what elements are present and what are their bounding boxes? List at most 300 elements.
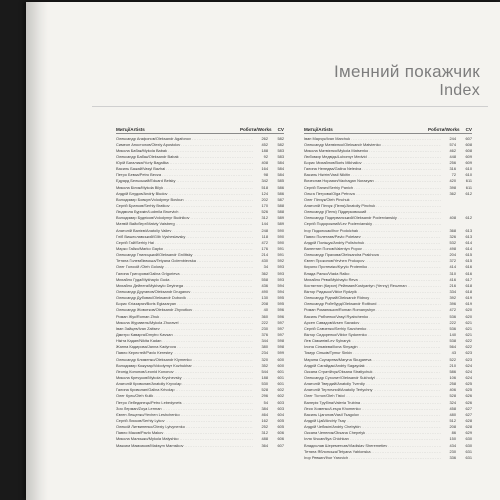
artist-name: Олександр (Пеня) Піддерковський	[304, 209, 367, 215]
works-page: 544	[261, 368, 268, 374]
works-page: 98	[263, 172, 268, 178]
works-page: 464	[261, 411, 268, 417]
works-page: 436	[261, 282, 268, 288]
cv-page: 597	[277, 332, 284, 337]
artist-name: Дмитро Каварга/Dmytro Kavsan	[116, 332, 173, 337]
artist-name: Андрій Поліщук/Andriy Polishchuk	[304, 239, 365, 245]
artist-name: Віктор Ридзько/Viktor Rydzyik	[304, 289, 357, 295]
cv-page: 598	[277, 338, 284, 344]
works-page: 222	[261, 319, 268, 325]
header-rule	[92, 106, 488, 107]
works-page: 380	[261, 344, 268, 350]
cv-page: 609	[465, 160, 472, 166]
works-page: 230	[449, 448, 456, 454]
artist-name: Михайло Гуда/Mykhaylo Guda	[116, 276, 170, 282]
artist-name: Леся Хоменко/Lesya Khomenko	[304, 405, 361, 411]
works-page: 414	[449, 264, 456, 270]
artist-name: Олександр Гнилицький/Oleksandr Gnilitsky	[116, 252, 193, 258]
works-page: 312	[261, 215, 268, 221]
cv-page: 619	[465, 295, 472, 301]
works-page: 362	[449, 190, 456, 196]
cv-page: 620	[465, 313, 472, 319]
works-page: 202	[261, 196, 268, 202]
artist-name: Микола Матвієнко/Mykola Matsenko	[304, 147, 369, 153]
cv-page: 605	[277, 417, 284, 423]
cv-page: 613	[465, 233, 472, 239]
column-header-right	[304, 127, 472, 134]
cv-page: 596	[277, 307, 284, 313]
works-page: 522	[449, 356, 456, 362]
artist-name: Андрій Блудов/Andriy Bludov	[116, 190, 168, 196]
artist-name: Андрій Сагайдак/Andriy Sagaydak	[304, 362, 365, 368]
works-page: 106	[449, 374, 456, 380]
cv-page: 594	[277, 282, 284, 288]
cv-page: 609	[465, 153, 472, 159]
works-page: 316	[449, 166, 456, 172]
index-column-right	[304, 127, 472, 461]
works-page: 392	[449, 295, 456, 301]
artist-name: Василь Рябченко/Vasyl Ryabchenko	[304, 313, 369, 319]
cv-header: CV	[465, 127, 472, 132]
works-page: 34	[263, 264, 268, 270]
works-page: 490	[261, 289, 268, 295]
works-page: 364	[261, 442, 268, 448]
artist-name: Микола Білик/Mykola Bilyk	[116, 184, 164, 190]
cv-page: 612	[465, 215, 472, 221]
works-page: 188	[261, 147, 268, 153]
works-header: Роботи/Works	[428, 127, 460, 132]
works-page: 336	[449, 454, 456, 460]
cv-page: 589	[277, 221, 284, 227]
artist-name: Тетяна Яблонська/Tetyana Yablonska	[304, 448, 371, 454]
book-page	[26, 2, 500, 500]
cv-page: 620	[465, 307, 472, 313]
cv-page: 588	[277, 209, 284, 215]
artist-name: Галина Криволап/Galina Krivolap	[116, 387, 175, 393]
cv-page: 582	[277, 141, 284, 147]
works-page: 344	[261, 338, 268, 344]
artist-name: Олександр Бабак/Oleksandr Babak	[116, 153, 179, 159]
works-page: 118	[261, 233, 268, 239]
works-page: 326	[449, 233, 456, 239]
cv-page: 582	[277, 135, 284, 141]
artist-name: Павло Маков/Pavlo Makov	[116, 430, 164, 436]
works-page: 452	[261, 141, 268, 147]
artist-name: Микола Малишко/Mykola Malyshko	[116, 436, 179, 442]
cv-page: 619	[465, 301, 472, 307]
works-page: 526	[261, 209, 268, 215]
artist-name: Марко Гайко/Marko Gayko	[116, 246, 163, 252]
artist-name: Сергій Савченко/Serhiy Savchenko	[304, 325, 367, 331]
artist-name: Андрій Цай/Andriy Tsay	[304, 417, 346, 423]
works-page: 372	[449, 258, 456, 264]
works-page: 586	[449, 368, 456, 374]
artist-name: Павло Полетаєв/Pavlo Poletaev	[304, 233, 361, 239]
artist-name: Валентин Попов/Valentyn Popov	[304, 246, 362, 252]
cv-page: 598	[277, 344, 284, 350]
works-page: 40	[263, 307, 268, 313]
artist-name: Микола Журавель/Mykola Zhuravel	[116, 319, 179, 325]
works-header: Роботи/Works	[240, 127, 272, 132]
artist-name: Олександр Прахова/Oleksandra Prakhova	[304, 252, 379, 258]
works-page: 472	[261, 239, 268, 245]
works-page: 176	[261, 246, 268, 252]
artist-name: Лев Сімкинів/Lev Sylnaryk	[304, 338, 351, 344]
artist-name: Віктор Сидоренко/Viktor Sydorenko	[304, 332, 367, 337]
artist-name: Михайло Дейнега/Mykhaylo Deyinega	[116, 282, 184, 288]
works-page: 472	[449, 307, 456, 313]
artist-name: Владислав Шереметьєв/Vladislav Sheremetiev	[304, 442, 388, 448]
artist-name: Олександр Сухолит/Oleksandr Sukholyt	[304, 374, 375, 380]
cv-page: 628	[465, 417, 472, 423]
works-page: 262	[261, 135, 268, 141]
artist-name: Юрій Багалика/Yuriy Bagalika	[116, 160, 169, 166]
cv-page: 596	[277, 313, 284, 319]
artist-name: Нікіта Кадан/Nikita Kadan	[116, 338, 162, 344]
cv-page: 593	[277, 264, 284, 270]
cv-page: 627	[465, 405, 472, 411]
works-page: 334	[449, 289, 456, 295]
cv-page: 607	[277, 442, 284, 448]
index-entry	[304, 455, 472, 461]
cv-page: 602	[277, 387, 284, 393]
works-page: 574	[449, 141, 456, 147]
artist-name: Олександр Подерванський/Oleksandr Podervianskiy	[304, 215, 397, 221]
works-page: 396	[449, 301, 456, 307]
cv-page: 611	[465, 178, 472, 184]
cv-page: 605	[277, 424, 284, 430]
works-page: 362	[261, 270, 268, 276]
index-title-ukrainian: Іменний покажчик	[333, 62, 480, 81]
cv-page: 631	[465, 454, 472, 460]
cv-page: 608	[465, 141, 472, 147]
works-page: 204	[449, 252, 456, 258]
artist-name: Борис Єгіазарян/Boris Egiazaryan	[116, 301, 177, 307]
artist-name: Людмила Бурикін/Ludmila Bruevich	[116, 209, 179, 215]
artist-name: Олександр Дубовик/Oleksandr Dubovik	[116, 295, 186, 301]
cv-page: 593	[277, 270, 284, 276]
artist-name: Ілля Чічкан/Ilya Chichkan	[304, 436, 349, 442]
cv-page: 586	[277, 184, 284, 190]
works-page: 222	[449, 319, 456, 325]
works-page: 536	[449, 325, 456, 331]
cv-page: 618	[465, 289, 472, 295]
cv-page: 611	[465, 184, 472, 190]
index-column-left	[116, 127, 284, 449]
works-page: 208	[261, 301, 268, 307]
cv-page: 583	[277, 153, 284, 159]
cv-page: 604	[277, 411, 284, 417]
artist-name: Оксана Чепелик/Oksana Chepelyk	[304, 430, 366, 436]
artist-name: Василь Бажай/Vasyl Bazhai	[116, 166, 166, 172]
index-rows-left	[116, 136, 284, 449]
cv-page: 617	[465, 276, 472, 282]
cv-page: 584	[277, 166, 284, 172]
works-page: 376	[261, 332, 268, 337]
cv-page: 584	[277, 172, 284, 178]
artist-name: Володимир Кожухар/Volodymyr Kozhukhar	[116, 362, 192, 368]
cv-page: 588	[277, 203, 284, 209]
works-page: 312	[261, 430, 268, 436]
works-page: 248	[261, 227, 268, 233]
works-page: 458	[449, 405, 456, 411]
cv-page: 629	[465, 430, 472, 436]
artist-name: Іван Зайцев/Ivan Zaitsev	[116, 325, 160, 331]
artist-name: Леонід Кононов/Leonid Kononov	[116, 368, 174, 374]
artist-name: Ігор Подольчак/Ihor Podolchak	[304, 227, 359, 233]
artist-name: Михайло Рева/Mykhaylo Reva	[304, 276, 358, 282]
works-page: 536	[449, 313, 456, 319]
works-page: 54	[263, 399, 268, 405]
works-page: 462	[449, 147, 456, 153]
works-page: 43	[451, 350, 456, 356]
cv-page: 628	[465, 424, 472, 430]
cv-page: 595	[277, 295, 284, 301]
cv-page: 603	[277, 405, 284, 411]
artist-name: Петро Бевза/Petro Bevza	[116, 172, 161, 178]
works-page: 256	[449, 160, 456, 166]
index-rows-right	[304, 136, 472, 461]
cv-page: 601	[277, 381, 284, 387]
artist-name: Сергій Братков/Serhiy Bratkov	[116, 203, 170, 209]
artist-name: Андрій Чебикін/Andriy Chebykin	[304, 424, 361, 430]
cv-page: 591	[277, 252, 284, 258]
works-page: 406	[449, 387, 456, 393]
works-page: 564	[449, 344, 456, 350]
cv-page: 600	[277, 356, 284, 362]
works-page: 144	[261, 221, 268, 227]
artist-name: Тетяна Голембієвська/Tetyana Golembievska	[116, 258, 196, 264]
artist-name: Олександр Агафонов/Oleksandr Agafonov	[116, 135, 191, 141]
cv-page: 627	[465, 411, 472, 417]
artist-name: Василь Нікітін/Vasil Nikitin	[304, 172, 351, 178]
index-title-block	[334, 62, 480, 100]
artist-name: Гліб Вишеславський/Glib Vysheslavsky	[116, 233, 186, 239]
cv-page: 630	[465, 442, 472, 448]
cv-page: 606	[277, 436, 284, 442]
page-gutter-shadow	[26, 2, 48, 500]
artist-name: Арсен Савадов/Arsen Savadov	[304, 319, 360, 325]
artists-header: Митці/Artists	[116, 127, 145, 132]
artist-name: Роман Жук/Roman Zhuk	[116, 313, 160, 319]
artist-name: Костянтин (Кирил) Рейнман/Kostyantyn (Yenny) Reuzman	[304, 282, 407, 288]
artist-name: Влада Ралко/Vlada Ralko	[304, 270, 350, 276]
works-page: 398	[449, 184, 456, 190]
artist-name: Роман Романишин/Roman Romanyshyn	[304, 307, 376, 313]
works-page: 360	[261, 313, 268, 319]
cv-page: 610	[465, 172, 472, 178]
works-page: 480	[449, 411, 456, 417]
cv-page: 595	[277, 301, 284, 307]
cv-page: 622	[465, 338, 472, 344]
artist-name: Микола Бабак/Mykola Babak	[116, 147, 167, 153]
cv-page: 625	[465, 381, 472, 387]
artist-name: Олександр Друганов/Oleksandr Druganov	[116, 289, 191, 295]
artist-name: Анатолій Твердий/Anatoliy Tverdiy	[304, 381, 365, 387]
works-page: 488	[261, 436, 268, 442]
works-page: 214	[261, 252, 268, 258]
artist-name: Анатолій Валієв/Anatoliy Valiev	[116, 227, 172, 233]
cv-page: 621	[465, 332, 472, 337]
cv-page: 624	[465, 362, 472, 368]
leader-dots	[349, 455, 441, 461]
cv-page: 615	[465, 252, 472, 258]
works-page: 230	[261, 325, 268, 331]
cv-page: 599	[277, 350, 284, 356]
artist-name: Галина Неледва/Galina Neledva	[304, 166, 362, 172]
artist-name: Любомир Медвідь/Lubomyr Medvid	[304, 153, 367, 159]
artist-name: Кирило Протеміко/Kyrylo Protemiko	[304, 264, 368, 270]
artist-name: Олег Тістол/Oleh Tistol	[304, 393, 345, 399]
works-page: 170	[261, 203, 268, 209]
works-page: 244	[449, 135, 456, 141]
cv-page: 623	[465, 356, 472, 362]
works-page: 130	[261, 295, 268, 301]
works-page: 352	[261, 362, 268, 368]
cv-page: 614	[465, 239, 472, 245]
works-page: 296	[261, 393, 268, 399]
cv-page: 594	[277, 289, 284, 295]
cv-page: 603	[277, 399, 284, 405]
artist-name: Марина Скугарева/Maryna Skugareva	[304, 356, 372, 362]
artist-name: Ольга Петрова/Olga Petrova	[304, 190, 355, 196]
works-page: 310	[449, 270, 456, 276]
cv-page: 612	[465, 190, 472, 196]
cv-page: 601	[277, 368, 284, 374]
works-page: 216	[449, 282, 456, 288]
works-page: 434	[449, 442, 456, 448]
cv-page: 583	[277, 147, 284, 153]
cv-page: 590	[277, 239, 284, 245]
cv-page: 610	[465, 166, 472, 172]
works-page: 320	[261, 356, 268, 362]
artist-name: Максим Мамсиков/Maksym Mamsikov	[116, 442, 184, 448]
cv-page: 623	[465, 350, 472, 356]
cv-page: 592	[277, 258, 284, 264]
cv-page: 631	[465, 448, 472, 454]
artist-name: Оксана Стратійчук/Oksana Stratiychuk	[304, 368, 373, 374]
artist-name: Сергій Подорожний/Lev Podervianskiy	[304, 221, 373, 227]
works-page: 210	[449, 362, 456, 368]
artist-name: Павло Керестей/Pavlo Kerestey	[116, 350, 173, 356]
cv-page: 616	[465, 264, 472, 270]
works-page: 416	[449, 276, 456, 282]
artist-name: Ігор Ревкин/Ihor Yarovich	[304, 454, 349, 460]
cv-page: 586	[277, 190, 284, 196]
artist-name: Тимур Сіньків/Tymur Sinkiv	[304, 350, 353, 356]
works-page: 538	[449, 338, 456, 344]
works-page: 420	[449, 178, 456, 184]
artist-name: Євген Лещенко/Yevhen Leshchenko	[116, 411, 180, 417]
artist-name: Ілона Сільвієва/Ilona Sinyagin	[304, 344, 358, 350]
artist-name: Симеон Апостолов/Olexiy Apostolov	[116, 141, 181, 147]
cv-page: 621	[465, 325, 472, 331]
works-page: 188	[261, 374, 268, 380]
artist-name: Анатолій Тертичний/Anatoliy Tertychny	[304, 387, 373, 393]
artist-name: Олександр Матвієнко/Oleksandr Matvienko	[304, 141, 381, 147]
artist-name: Іван Марчук/Ivan Marchuk	[304, 135, 351, 141]
works-page: 252	[261, 424, 268, 430]
works-page: 430	[261, 258, 268, 264]
cv-page: 590	[277, 227, 284, 233]
cv-page: 602	[277, 393, 284, 399]
cv-page: 630	[465, 436, 472, 442]
artist-name: Петро Лебединець/Petro Lebedynets	[116, 399, 182, 405]
artist-name: Микола Кречуков/Mykola Krychevsky	[116, 374, 182, 380]
artist-name: Олександр Ройтбурд/Oleksandr Roitburd	[304, 301, 377, 307]
artist-name: Олег Голосій /Oleh Golosiy	[116, 264, 164, 270]
cv-page: 589	[277, 215, 284, 221]
cv-page: 624	[465, 374, 472, 380]
artist-name: Володимир Будніков/Volodymyr Budnikov	[116, 215, 190, 221]
works-page: 72	[451, 172, 456, 178]
cv-page: 625	[465, 387, 472, 393]
cv-page: 616	[465, 270, 472, 276]
cv-page: 600	[277, 362, 284, 368]
works-page: 408	[261, 160, 268, 166]
works-page: 164	[261, 166, 268, 172]
works-page: 532	[449, 239, 456, 245]
works-page: 528	[449, 393, 456, 399]
artist-name: Валерія Трубіна/Valeria Trubina	[304, 399, 361, 405]
works-page: 498	[449, 246, 456, 252]
works-page: 448	[449, 153, 456, 159]
artist-name: Олег Пінчук/Oleh Pinchuk	[304, 196, 350, 202]
works-page: 558	[261, 276, 268, 282]
works-page: 384	[261, 405, 268, 411]
cv-page: 614	[465, 246, 472, 252]
cv-page: 584	[277, 160, 284, 166]
leader-dots	[184, 443, 253, 449]
cv-page: 587	[277, 196, 284, 202]
column-header-left	[116, 127, 284, 134]
cv-page: 606	[277, 430, 284, 436]
artist-name: Зоя Лерман/Zoya Lerman	[116, 405, 162, 411]
cv-header: CV	[277, 127, 284, 132]
works-page: 368	[449, 227, 456, 233]
works-page: 530	[261, 381, 268, 387]
artist-name: Євген Прокопов/Yevhen Prokopov	[304, 258, 365, 264]
artist-name: Анатолій Пінчук (Пеля)/Anatoliy Pinchuk	[304, 203, 376, 209]
artist-name: Галина Григорова/Galina Grigorieva	[116, 270, 180, 276]
artist-name: Жанна Кадирова/Janna Kadyrova	[116, 344, 176, 350]
cv-page: 615	[465, 258, 472, 264]
cv-page: 597	[277, 319, 284, 325]
works-page: 512	[449, 417, 456, 423]
artist-name: Олександр Клименко/Oleksandr Klymenko	[116, 356, 192, 362]
works-page: 92	[263, 153, 268, 159]
index-entry	[116, 443, 284, 449]
artist-name: Василь Цаголов/Vasil Tsagolov	[304, 411, 359, 417]
works-page: 258	[449, 381, 456, 387]
cv-page: 624	[465, 368, 472, 374]
cv-page: 601	[277, 374, 284, 380]
cv-page: 593	[277, 276, 284, 282]
works-page: 342	[261, 178, 268, 184]
cv-page: 626	[465, 399, 472, 405]
works-page: 408	[449, 215, 456, 221]
cv-page: 585	[277, 178, 284, 184]
works-page: 518	[261, 184, 268, 190]
cv-page: 622	[465, 344, 472, 350]
works-page: 124	[261, 190, 268, 196]
works-page: 162	[261, 417, 268, 423]
artist-name: Борис Михайлов/Boris Mikhailov	[304, 160, 362, 166]
artist-name: Матвій Вайсберг/Matviy Vaisberg	[116, 221, 175, 227]
artist-name: Олександр Рідний/Oleksandr Ridnoy	[304, 295, 370, 301]
artist-name: Олег Куль/Oleh Kulik	[116, 393, 154, 399]
artist-name: Сергій Лисков/Serhiy Lykov	[116, 417, 165, 423]
